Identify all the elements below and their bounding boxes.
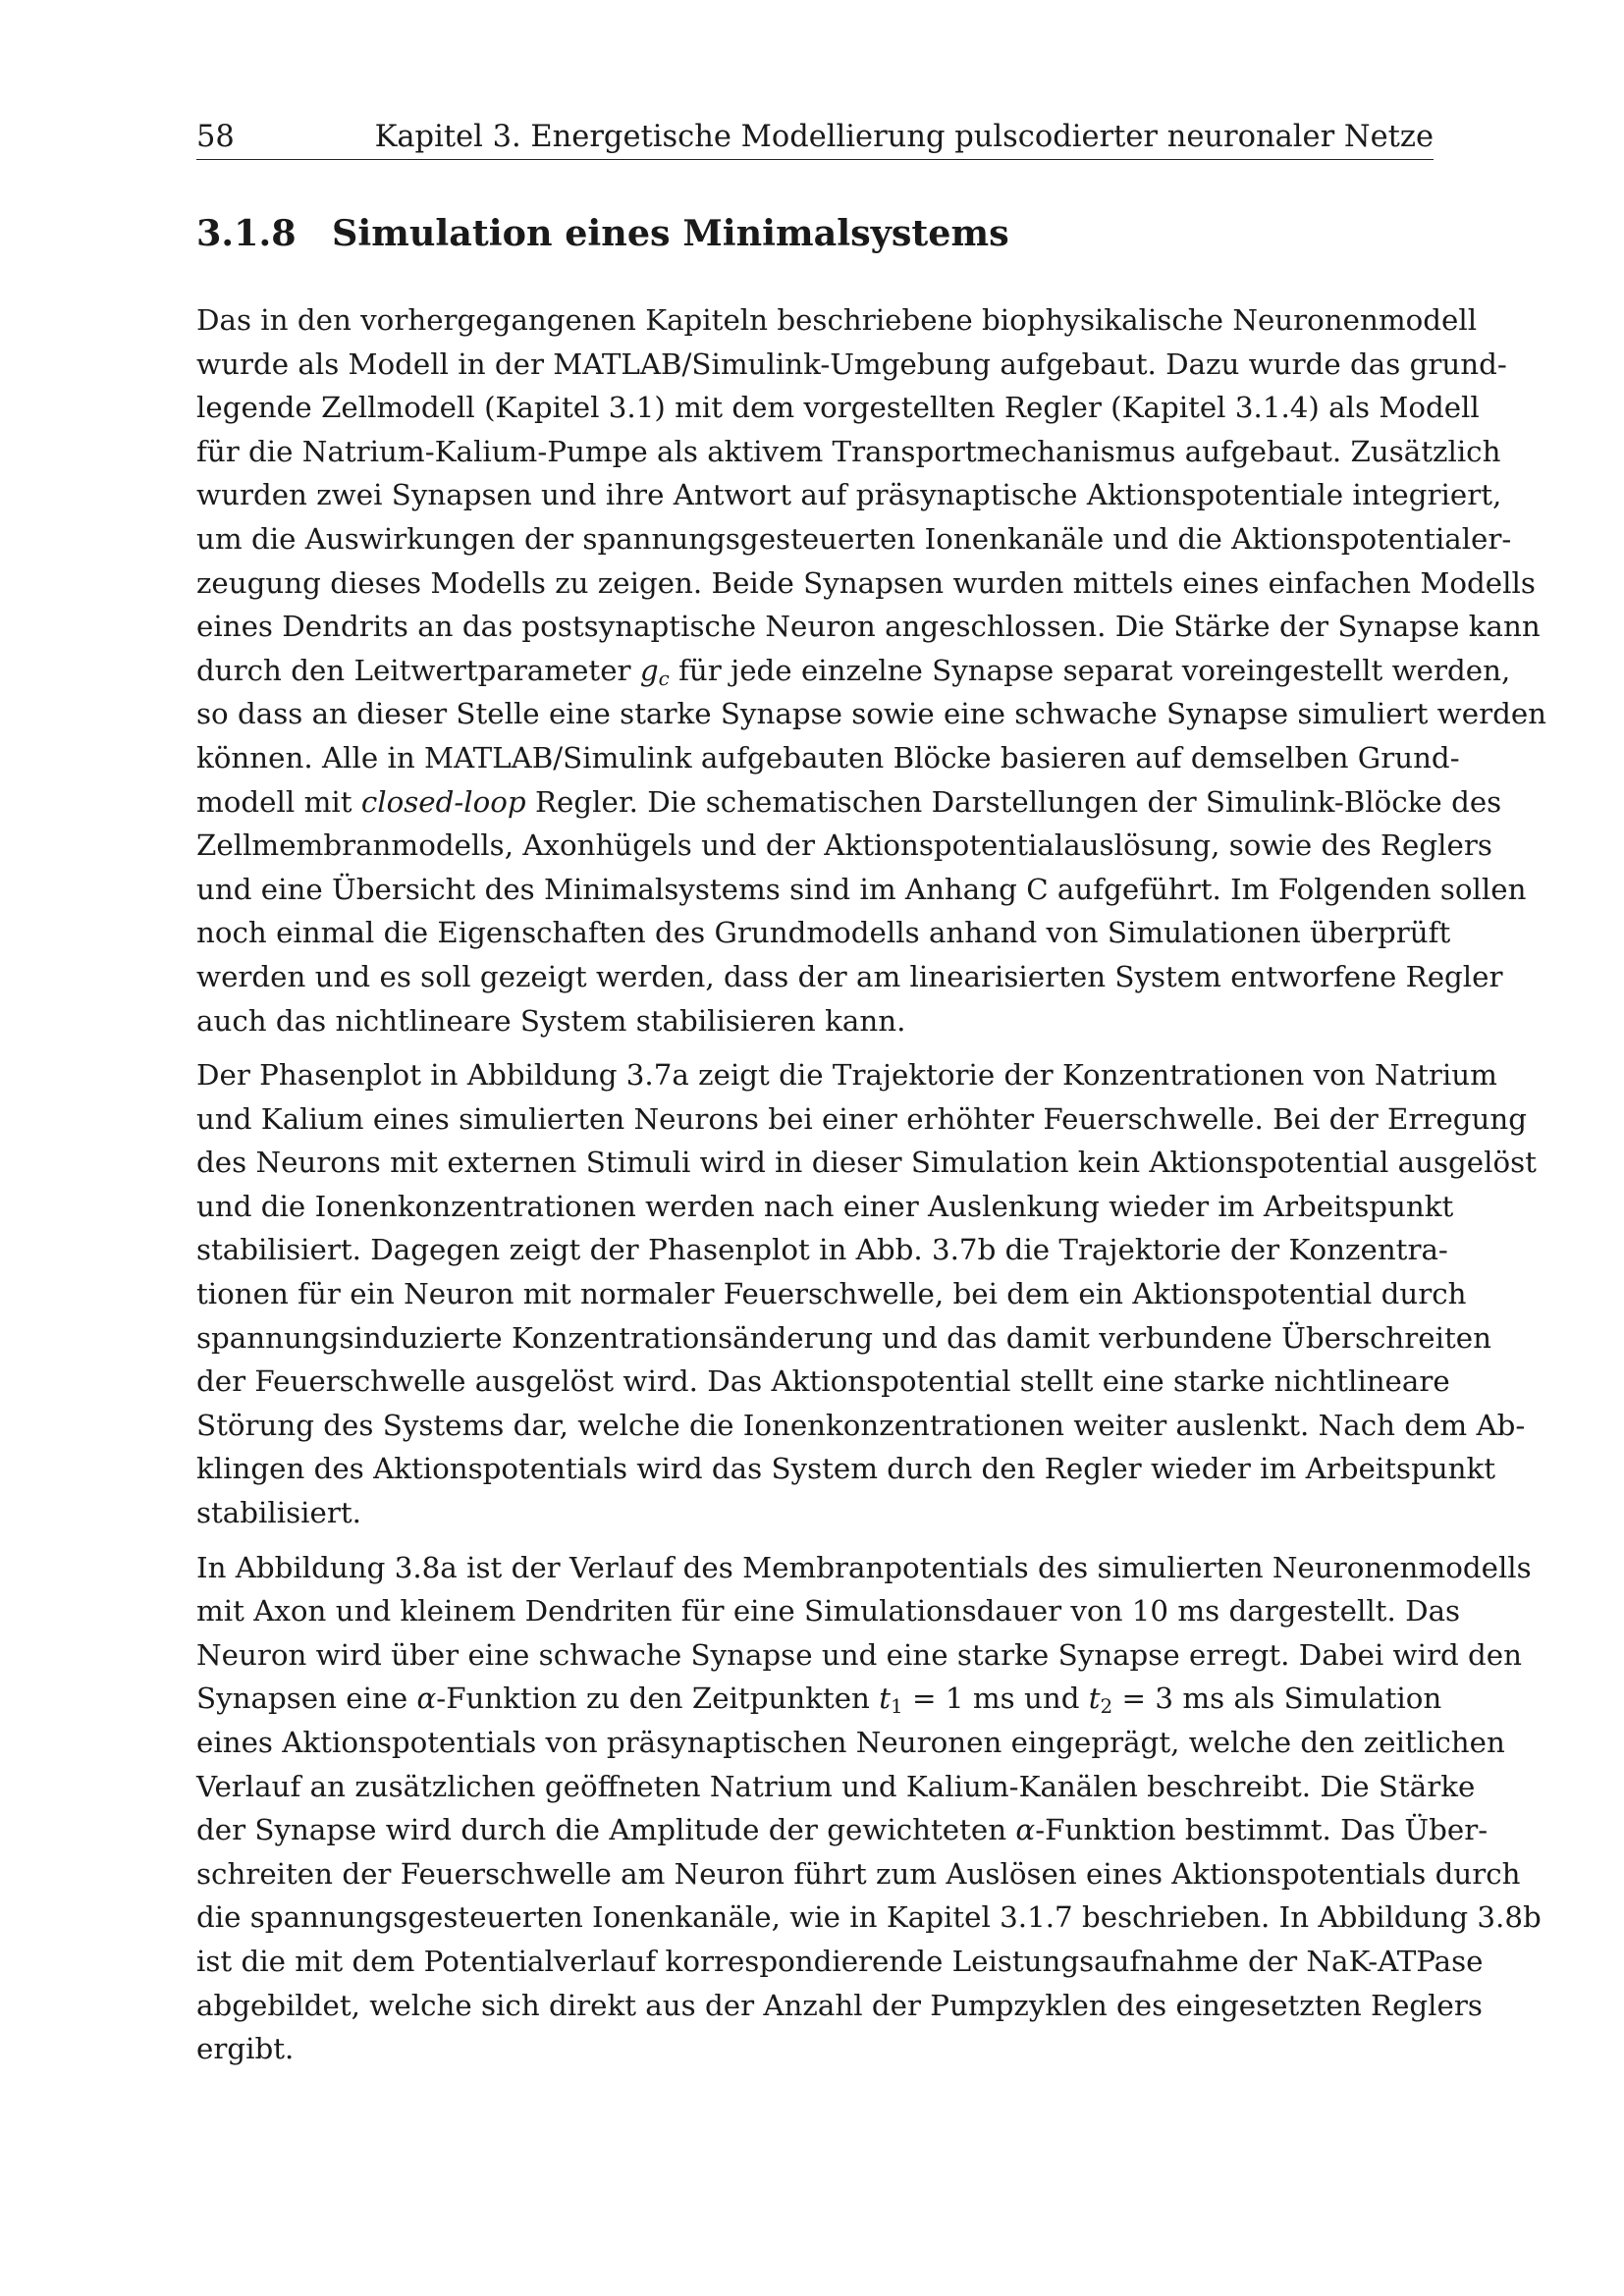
text-line: legende Zellmodell (Kapitel 3.1) mit dem vorgestellten Regler (Kapitel 3.1.4) als Modell [196, 391, 1480, 425]
text-fragment: = 3 ms als Simulation [1112, 1682, 1442, 1716]
page-number: 58 [196, 120, 235, 154]
section-heading [196, 206, 1434, 261]
running-header [196, 116, 1434, 160]
text-line: werden und es soll gezeigt werden, dass der am linearisierten System entworfene Regler [196, 959, 1503, 993]
text-line: stabilisiert. [196, 1496, 361, 1530]
text-line: Neuron wird über eine schwache Synapse und eine starke Synapse erregt. Dabei wird den [196, 1637, 1523, 1672]
text-fragment: für jede einzelne Synapse separat voreingestellt werden, [669, 653, 1511, 687]
text-line [196, 649, 1511, 693]
text-fragment: modell mit [196, 784, 361, 819]
text-line: mit Axon und kleinem Dendriten für eine Simulationsdauer von 10 ms dargestellt. Das [196, 1594, 1461, 1629]
text-line: zeugung dieses Modells zu zeigen. Beide Synapsen wurden mittels eines einfachen Modells [196, 565, 1536, 600]
text-line: für die Natrium-Kalium-Pumpe als aktivem Transportmechanismus aufgebaut. Zusätzlich [196, 434, 1501, 468]
text-line: eines Aktionspotentials von präsynaptischen Neuronen eingeprägt, welche den zeitlichen [196, 1726, 1505, 1759]
text-line: Verlauf an zusätzlichen geöffneten Natrium und Kalium-Kanälen beschreibt. Die Stärke [196, 1769, 1476, 1803]
text-line: In Abbildung 3.8a ist der Verlauf des Membranpotentials des simulierten Neuronenmodells [196, 1550, 1532, 1584]
text-line: und Kalium eines simulierten Neurons bei einer erhöhter Feuerschwelle. Bei der Erregung [196, 1101, 1528, 1136]
text-fragment: -Funktion zu den Zeitpunkten [436, 1682, 880, 1716]
text-line: ergibt. [196, 2032, 295, 2066]
text-fragment: der Synapse wird durch die Amplitude der gewichteten [196, 1813, 1016, 1847]
body-text [196, 298, 1547, 2082]
math-alpha-symbol: α [416, 1682, 437, 1716]
text-line: abgebildet, welche sich direkt aus der Anzahl der Pumpzyklen des eingesetzten Reglers [196, 1988, 1483, 2022]
text-line: auch das nichtlineare System stabilisieren kann. [196, 1003, 906, 1038]
text-line: Das in den vorhergegangenen Kapiteln beschriebene biophysikalische Neuronenmodell [196, 303, 1478, 337]
chapter-title: Kapitel 3. Energetische Modellierung pulscodierter neuronaler Netze [374, 120, 1434, 154]
text-line: und die Ionenkonzentrationen werden nach einer Auslenkung wieder im Arbeitspunkt [196, 1189, 1454, 1223]
section-title: Simulation eines Minimalsystems [332, 212, 1009, 254]
text-line: Der Phasenplot in Abbildung 3.7a zeigt die Trajektorie der Konzentrationen von Natrium [196, 1058, 1497, 1093]
text-line: des Neurons mit externen Stimuli wird in dieser Simulation kein Aktionspotential ausgelöst [196, 1146, 1537, 1180]
paragraph-1 [196, 298, 1547, 1042]
math-time-symbol: t [879, 1682, 892, 1716]
text-fragment: -Funktion bestimmt. Das Über- [1035, 1813, 1489, 1847]
text-line: und eine Übersicht des Minimalsystems sind im Anhang C aufgeführt. Im Folgenden sollen [196, 872, 1527, 906]
section-number: 3.1.8 [196, 212, 297, 254]
text-line: klingen des Aktionspotentials wird das System durch den Regler wieder im Arbeitspunkt [196, 1452, 1496, 1486]
text-line: noch einmal die Eigenschaften des Grundmodells anhand von Simulationen überprüft [196, 916, 1451, 950]
italic-term: closed-loop [360, 784, 526, 819]
text-line [196, 1677, 1442, 1721]
text-line: so dass an dieser Stelle eine starke Synapse sowie eine schwache Synapse simuliert werden [196, 697, 1547, 731]
text-line: eines Dendrits an das postsynaptische Neuron angeschlossen. Die Stärke der Synapse kann [196, 610, 1541, 644]
text-line: Störung des Systems dar, welche die Ionenkonzentrationen weiter auslenkt. Nach dem Ab- [196, 1408, 1526, 1442]
text-line: spannungsinduzierte Konzentrationsänderung und das damit verbundene Überschreiten [196, 1320, 1491, 1355]
paragraph-2 [196, 1053, 1537, 1535]
text-line: können. Alle in MATLAB/Simulink aufgebauten Blöcke basieren auf demselben Grund- [196, 740, 1460, 774]
text-line: um die Auswirkungen der spannungsgesteuerten Ionenkanäle und die Aktionspotentialer- [196, 521, 1512, 556]
text-fragment: durch den Leitwertparameter [196, 653, 640, 687]
math-subscript: 2 [1100, 1695, 1113, 1719]
paragraph-3 [196, 1546, 1542, 2071]
text-fragment: Synapsen eine [196, 1682, 417, 1716]
text-line: stabilisiert. Dagegen zeigt der Phasenplot in Abb. 3.7b die Trajektorie der Konzentra- [196, 1233, 1448, 1267]
text-line: schreiten der Feuerschwelle am Neuron führt zum Auslösen eines Aktionspotentials durch [196, 1856, 1521, 1891]
math-subscript: 1 [891, 1695, 903, 1719]
text-line: wurde als Modell in der MATLAB/Simulink-Umgebung aufgebaut. Dazu wurde das grund- [196, 347, 1507, 381]
math-time-symbol: t [1088, 1682, 1101, 1716]
text-line: wurden zwei Synapsen und ihre Antwort auf präsynaptische Aktionspotentiale integriert, [196, 478, 1502, 512]
text-line: die spannungsgesteuerten Ionenkanäle, wie in Kapitel 3.1.7 beschrieben. In Abbildung 3.8b [196, 1900, 1542, 1935]
text-line: tionen für ein Neuron mit normaler Feuerschwelle, bei dem ein Aktionspotential durch [196, 1277, 1467, 1311]
math-conductance-symbol: g [639, 653, 659, 687]
math-alpha-symbol: α [1015, 1813, 1036, 1847]
text-line [196, 780, 1502, 825]
text-line: Zellmembranmodells, Axonhügels und der Aktionspotentialauslösung, sowie des Reglers [196, 828, 1492, 863]
text-fragment: Regler. Die schematischen Darstellungen der Simulink-Blöcke des [525, 784, 1502, 819]
text-fragment: = 1 ms und [902, 1682, 1089, 1716]
text-line: der Feuerschwelle ausgelöst wird. Das Aktionspotential stellt eine starke nichtlineare [196, 1364, 1450, 1399]
text-line [196, 1808, 1489, 1852]
text-line: ist die mit dem Potentialverlauf korrespondierende Leistungsaufnahme der NaK-ATPase [196, 1944, 1484, 1978]
math-subscript: c [658, 667, 670, 690]
